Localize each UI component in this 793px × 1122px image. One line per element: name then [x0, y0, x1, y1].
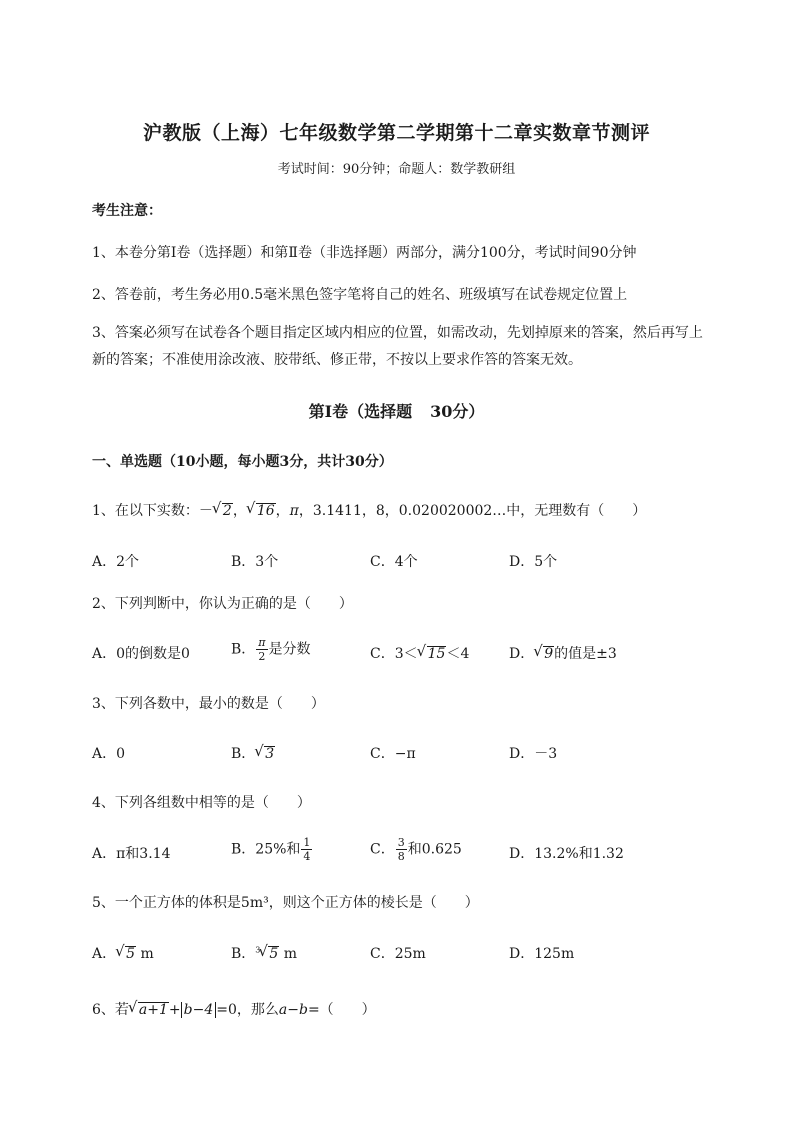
q2-b-post: 是分数: [268, 641, 311, 658]
q5-b-prefix: B．: [231, 946, 256, 962]
q6-sqrt: √ a+1: [138, 1002, 169, 1017]
q6-prefix: 6、若: [92, 1002, 129, 1018]
page-title: 沪教版（上海）七年级数学第二学期第十二章实数章节测评: [142, 122, 650, 144]
q3-option-a[interactable]: A．0: [92, 746, 126, 762]
q3-b-prefix: B．: [231, 746, 256, 762]
q4-option-c[interactable]: [370, 836, 462, 863]
q2-c-sqrt: √ 15: [427, 646, 447, 661]
q4-option-b[interactable]: [231, 836, 313, 863]
notice-heading: 考生注意：: [92, 203, 162, 219]
section-title: [0, 399, 793, 422]
q2-option-d[interactable]: [509, 643, 617, 663]
q2-option-a[interactable]: A．0的倒数是0: [92, 646, 190, 662]
q1-prefix: 1、在以下实数：－: [92, 503, 213, 519]
question-4: 4、下列各组数中相等的是（ ）: [92, 795, 311, 811]
q3-option-c[interactable]: C．−π: [370, 746, 416, 762]
q2-d-sqrt: √ 9: [543, 646, 554, 661]
q2-b-den: 2: [258, 650, 266, 663]
q4-option-d[interactable]: D．13.2%和1.32: [509, 846, 624, 862]
q1-pi: π: [289, 503, 299, 519]
q5-b-index: 3: [255, 945, 261, 955]
q1-option-c[interactable]: C．4个: [370, 554, 418, 570]
page-subtitle: 考试时间：90分钟；命题人：数学教研组: [277, 162, 516, 177]
q2-c-post: ＜4: [446, 646, 470, 662]
q5-b-post: m: [279, 946, 298, 962]
q2-d-prefix: D．: [509, 646, 535, 662]
question-1: [92, 500, 646, 520]
q5-a-prefix: A．: [92, 946, 117, 962]
q4-b-fraction: [301, 836, 312, 863]
q1-sqrt-1: √ 2: [222, 503, 233, 518]
q1-option-d[interactable]: D．5个: [509, 554, 558, 570]
q2-b-prefix: B．: [231, 641, 256, 658]
q6-plus: +: [168, 1002, 181, 1018]
q5-option-c[interactable]: C．25m: [370, 946, 426, 962]
question-5: 5、一个正方体的体积是5m³，则这个正方体的棱长是（ ）: [92, 895, 479, 911]
q3-option-b[interactable]: [231, 743, 275, 763]
q4-c-prefix: C．: [370, 841, 395, 858]
q2-c-prefix: C．3＜: [370, 646, 418, 662]
q4-b-den: 4: [303, 850, 311, 863]
q5-a-post: m: [136, 946, 154, 962]
q3-option-d[interactable]: D．－3: [509, 746, 558, 762]
q4-c-den: 8: [397, 850, 405, 863]
q5-option-b[interactable]: [231, 943, 297, 963]
question-2: 2、下列判断中，你认为正确的是（ ）: [92, 596, 353, 612]
q5-option-d[interactable]: D．125m: [509, 946, 575, 962]
q2-b-fraction: [256, 636, 267, 663]
q4-option-a[interactable]: A．π和3.14: [92, 846, 171, 862]
section-title-a: 第I卷（选择题: [308, 402, 413, 421]
q6-suffix: =（ ）: [307, 1002, 376, 1018]
q1-sep-2: ，: [275, 503, 290, 519]
q1-sep-1: ，: [232, 503, 247, 519]
q2-b-num: π: [258, 636, 266, 649]
section-title-b: 30分）: [430, 402, 485, 421]
q4-b-prefix: B．25%和: [231, 841, 301, 858]
q2-d-post: 的值是±3: [554, 646, 617, 662]
q4-c-num: 3: [397, 836, 405, 849]
q5-a-sqrt: √ 5: [125, 946, 136, 961]
q2-option-b[interactable]: [231, 636, 311, 663]
notice-item-3: 3、答案必须写在试卷各个题目指定区域内相应的位置，如需改动，先划掉原来的答案，然后再写上新的答案；不准使用涂改液、胶带纸、修正带，不按以上要求作答的答案无效。: [92, 325, 703, 368]
q1-option-b[interactable]: B．3个: [231, 554, 279, 570]
notice-item-2: 2、答卷前，考生务必用0.5毫米黑色签字笔将自己的姓名、班级填写在试卷规定位置上: [92, 287, 628, 303]
q6-abs: b−4: [181, 1002, 217, 1018]
q4-b-num: 1: [303, 836, 311, 849]
q1-sqrt-2: √ 16: [256, 503, 276, 518]
q5-b-sqrt: √ 5: [268, 946, 279, 961]
question-3: 3、下列各数中，最小的数是（ ）: [92, 696, 325, 712]
q6-eq: =0，那么: [216, 1002, 279, 1018]
q2-option-c[interactable]: [370, 643, 469, 663]
q4-c-post: 和0.625: [407, 841, 462, 858]
question-6: [92, 999, 376, 1019]
q4-c-fraction: [396, 836, 407, 863]
q1-suffix: ，3.1411，8，0.020020002…中，无理数有（ ）: [298, 503, 647, 519]
notice-item-1: 1、本卷分第I卷（选择题）和第Ⅱ卷（非选择题）两部分，满分100分，考试时间90分钟: [92, 245, 637, 261]
q3-b-sqrt: √ 3: [264, 746, 275, 761]
q6-expr: a−b: [278, 1002, 308, 1018]
q1-option-a[interactable]: A．2个: [92, 554, 140, 570]
q5-option-a[interactable]: [92, 943, 154, 963]
part-title: 一、单选题（10小题，每小题3分，共计30分）: [92, 454, 393, 470]
